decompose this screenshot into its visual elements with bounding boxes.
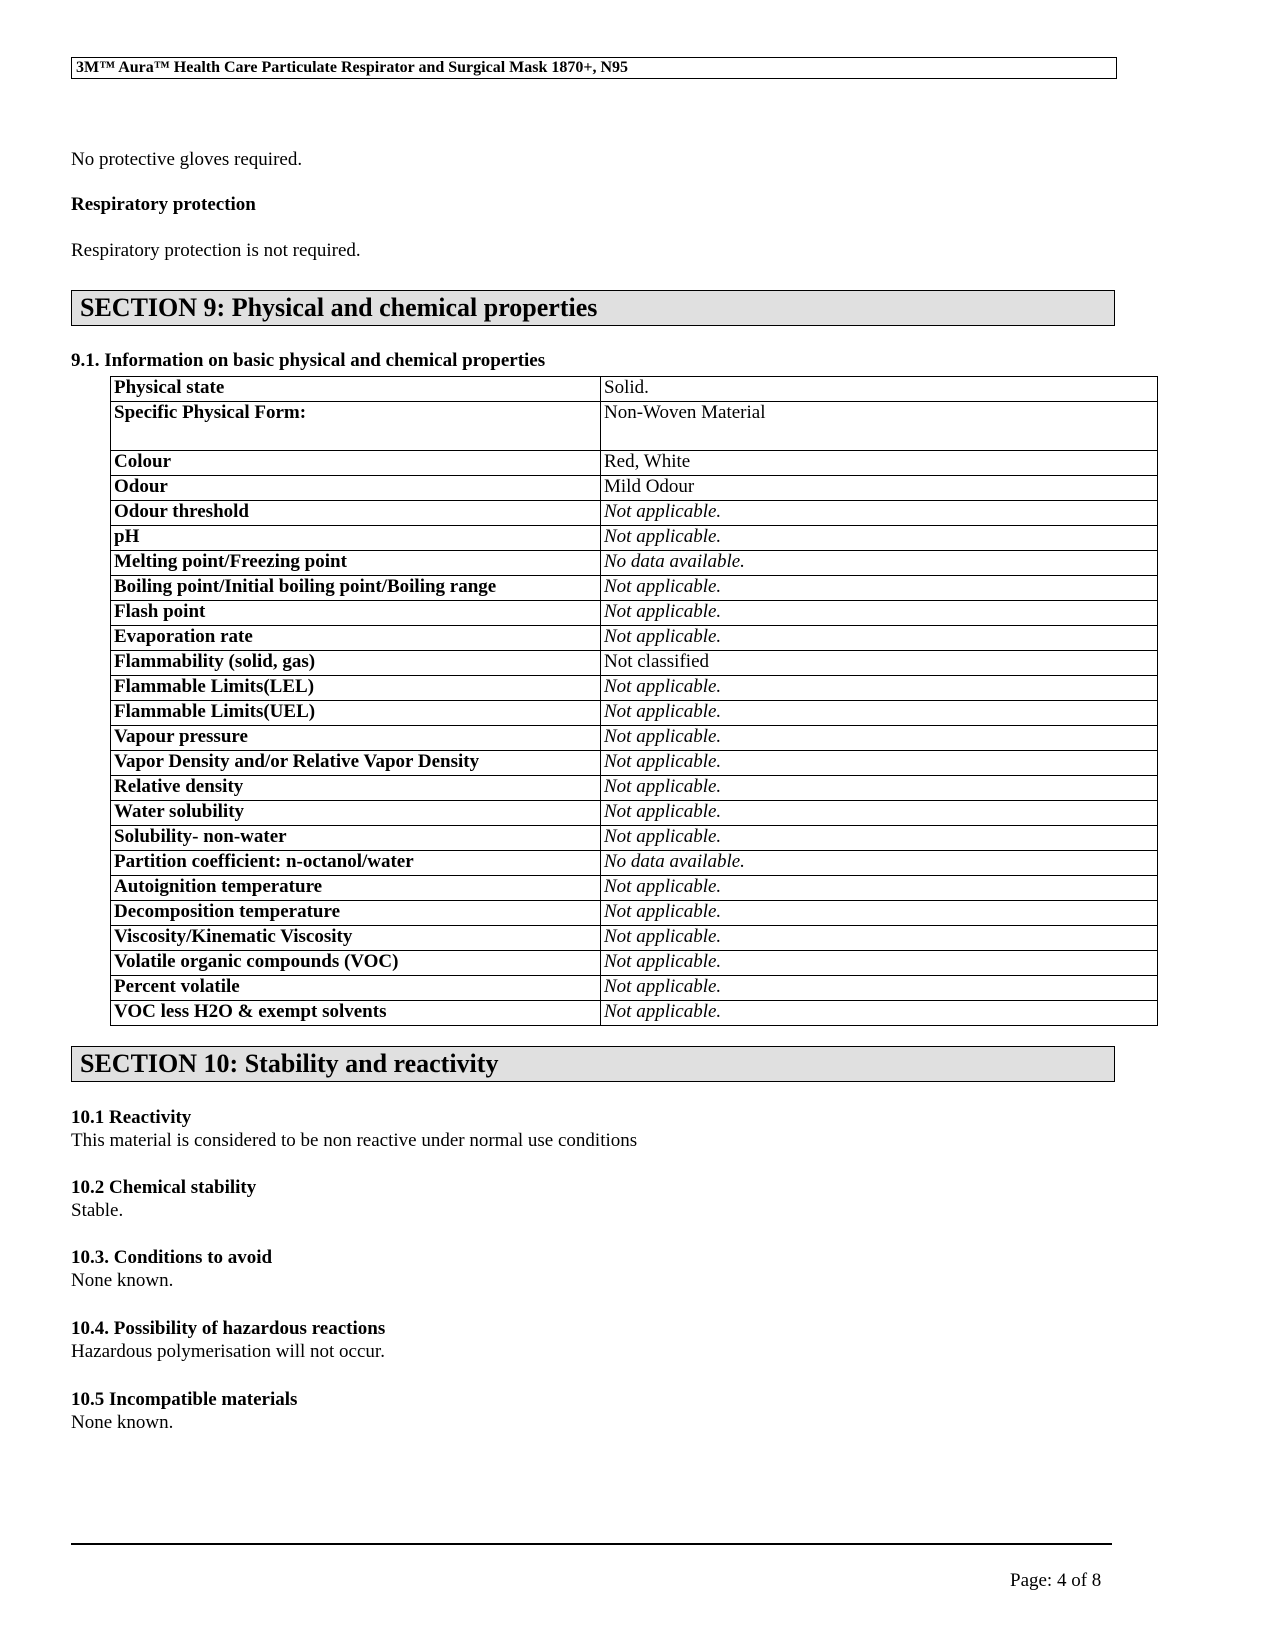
property-name: Flammable Limits(LEL) [111,676,601,701]
property-name: pH [111,526,601,551]
property-value: Not applicable. [601,676,1158,701]
property-name: Vapor Density and/or Relative Vapor Density [111,751,601,776]
hazardous-reactions-text: Hazardous polymerisation will not occur. [71,1341,385,1362]
property-name: VOC less H2O & exempt solvents [111,1001,601,1026]
property-value: Not applicable. [601,526,1158,551]
property-value: Not applicable. [601,976,1158,1001]
property-value: Not applicable. [601,876,1158,901]
property-name: Evaporation rate [111,626,601,651]
property-value: Mild Odour [601,476,1158,501]
table-row [111,751,1158,776]
chemical-stability-text: Stable. [71,1200,124,1221]
section-10-title: SECTION 10: Stability and reactivity [71,1046,1115,1082]
property-name: Flash point [111,601,601,626]
conditions-to-avoid-heading: 10.3. Conditions to avoid [71,1247,273,1268]
properties-table-body [111,377,1158,1026]
table-row [111,377,1158,402]
section-9-title: SECTION 9: Physical and chemical properties [71,290,1115,326]
table-row [111,851,1158,876]
incompatible-materials-heading: 10.5 Incompatible materials [71,1389,298,1410]
property-name: Viscosity/Kinematic Viscosity [111,926,601,951]
property-value: Not applicable. [601,801,1158,826]
reactivity-text: This material is considered to be non reactive under normal use conditions [71,1130,638,1151]
property-value: Red, White [601,451,1158,476]
table-row [111,402,1158,451]
table-row [111,976,1158,1001]
table-row [111,676,1158,701]
property-name: Percent volatile [111,976,601,1001]
incompatible-materials-text: None known. [71,1412,174,1433]
table-row [111,1001,1158,1026]
property-name: Physical state [111,377,601,402]
property-value: Not classified [601,651,1158,676]
property-name: Volatile organic compounds (VOC) [111,951,601,976]
chemical-stability-heading: 10.2 Chemical stability [71,1177,257,1198]
property-value: Not applicable. [601,576,1158,601]
property-name: Specific Physical Form: [111,402,601,451]
section-9-subheading: 9.1. Information on basic physical and chemical properties [71,350,546,371]
conditions-to-avoid-text: None known. [71,1270,174,1291]
table-row [111,651,1158,676]
table-row [111,726,1158,751]
footer-divider [71,1543,1112,1545]
table-row [111,601,1158,626]
table-row [111,926,1158,951]
property-value: Not applicable. [601,501,1158,526]
property-value: Not applicable. [601,926,1158,951]
properties-table [110,376,1158,1026]
table-row [111,876,1158,901]
table-row [111,626,1158,651]
property-value: Not applicable. [601,626,1158,651]
property-name: Colour [111,451,601,476]
property-name: Solubility- non-water [111,826,601,851]
table-row [111,951,1158,976]
property-name: Autoignition temperature [111,876,601,901]
property-value: Not applicable. [601,601,1158,626]
property-value: No data available. [601,851,1158,876]
table-row [111,476,1158,501]
property-value: Non-Woven Material [601,402,1158,451]
property-name: Relative density [111,776,601,801]
table-row [111,576,1158,601]
page-number: Page: 4 of 8 [1010,1570,1102,1591]
property-value: Not applicable. [601,1001,1158,1026]
gloves-text: No protective gloves required. [71,149,303,170]
property-name: Odour threshold [111,501,601,526]
property-name: Decomposition temperature [111,901,601,926]
property-value: Not applicable. [601,701,1158,726]
table-row [111,901,1158,926]
property-name: Vapour pressure [111,726,601,751]
reactivity-heading: 10.1 Reactivity [71,1107,192,1128]
table-row [111,701,1158,726]
property-name: Water solubility [111,801,601,826]
document-header: 3M™ Aura™ Health Care Particulate Respirator and Surgical Mask 1870+, N95 [71,57,1117,79]
table-row [111,801,1158,826]
property-name: Partition coefficient: n-octanol/water [111,851,601,876]
property-value: Not applicable. [601,726,1158,751]
table-row [111,776,1158,801]
property-name: Flammability (solid, gas) [111,651,601,676]
property-value: Not applicable. [601,826,1158,851]
table-row [111,501,1158,526]
respiratory-text: Respiratory protection is not required. [71,240,361,261]
property-name: Flammable Limits(UEL) [111,701,601,726]
property-name: Melting point/Freezing point [111,551,601,576]
property-name: Boiling point/Initial boiling point/Boiling range [111,576,601,601]
property-value: No data available. [601,551,1158,576]
property-value: Not applicable. [601,901,1158,926]
property-value: Solid. [601,377,1158,402]
table-row [111,526,1158,551]
property-value: Not applicable. [601,776,1158,801]
property-value: Not applicable. [601,751,1158,776]
property-name: Odour [111,476,601,501]
table-row [111,826,1158,851]
table-row [111,551,1158,576]
hazardous-reactions-heading: 10.4. Possibility of hazardous reactions [71,1318,386,1339]
respiratory-heading: Respiratory protection [71,194,256,215]
table-row [111,451,1158,476]
property-value: Not applicable. [601,951,1158,976]
